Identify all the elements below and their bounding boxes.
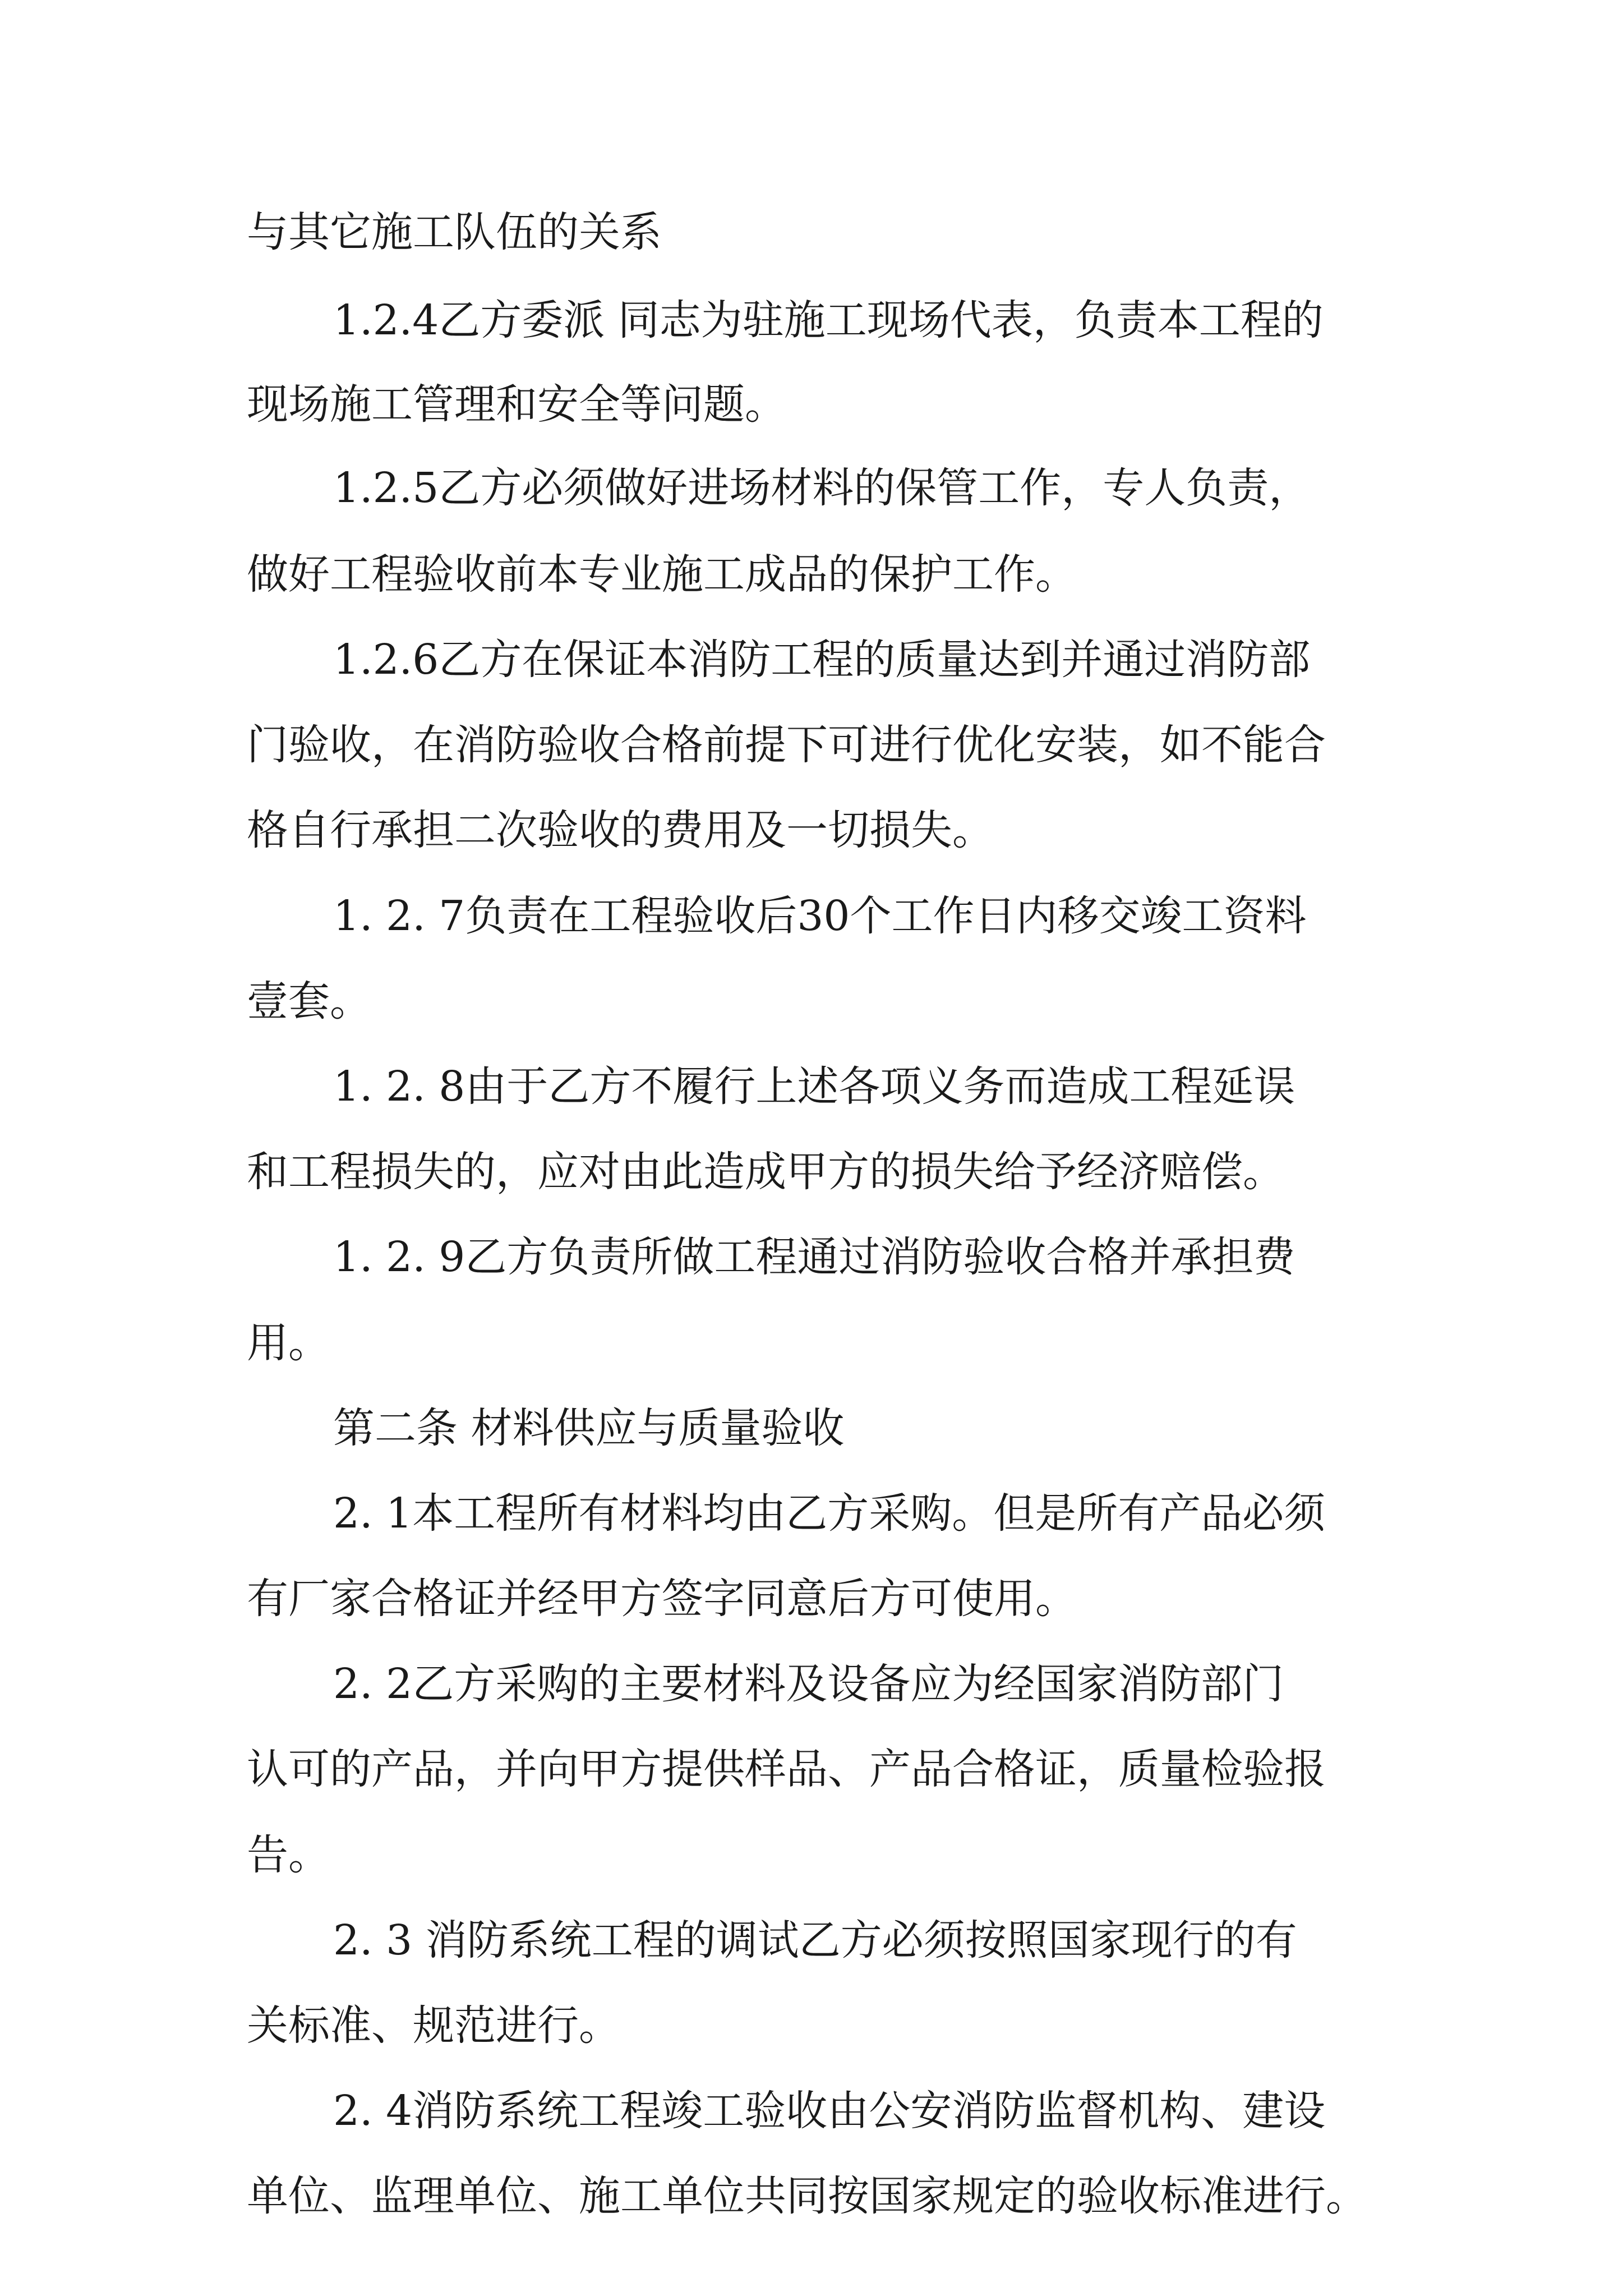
text-line: 2. 4消防系统工程竣工验收由公安消防监督机构、建设 bbox=[333, 2087, 1326, 2135]
text-line: 单位、监理单位、施工单位共同按国家规定的验收标准进行。 bbox=[247, 2172, 1367, 2220]
text-line: 1. 2. 9乙方负责所做工程通过消防验收合格并承担费 bbox=[333, 1233, 1295, 1281]
text-line: 2. 1本工程所有材料均由乙方采购。但是所有产品必须 bbox=[333, 1489, 1326, 1538]
text-line: 2. 2乙方采购的主要材料及设备应为经国家消防部门 bbox=[333, 1660, 1284, 1708]
text-line: 1. 2. 8由于乙方不履行上述各项义务而造成工程延误 bbox=[333, 1062, 1295, 1111]
text-line: 关标准、规范进行。 bbox=[247, 2001, 620, 2050]
text-line: 与其它施工队伍的关系 bbox=[247, 208, 662, 256]
text-line: 门验收，在消防验收合格前提下可进行优化安装，如不能合 bbox=[247, 721, 1326, 769]
text-line: 格自行承担二次验收的费用及一切损失。 bbox=[247, 806, 994, 854]
text-line: 2. 3 消防系统工程的调试乙方必须按照国家现行的有 bbox=[333, 1916, 1297, 1964]
text-line: 用。 bbox=[247, 1319, 330, 1367]
text-line: 和工程损失的，应对由此造成甲方的损失给予经济赔偿。 bbox=[247, 1148, 1284, 1196]
text-line: 告。 bbox=[247, 1831, 330, 1879]
text-line: 1. 2. 7负责在工程验收后30个工作日内移交竣工资料 bbox=[333, 892, 1307, 940]
text-line: 1.2.5乙方必须做好进场材料的保管工作，专人负责， bbox=[333, 464, 1311, 512]
text-line: 有厂家合格证并经甲方签字同意后方可使用。 bbox=[247, 1575, 1077, 1623]
text-line: 现场施工管理和安全等问题。 bbox=[247, 380, 786, 429]
section-heading: 第二条 材料供应与质量验收 bbox=[333, 1404, 845, 1452]
text-line: 壹套。 bbox=[247, 977, 371, 1025]
text-line: 1.2.6乙方在保证本消防工程的质量达到并通过消防部 bbox=[333, 636, 1311, 684]
text-line: 做好工程验收前本专业施工成品的保护工作。 bbox=[247, 550, 1077, 599]
text-line: 1.2.4乙方委派 同志为驻施工现场代表，负责本工程的 bbox=[333, 296, 1324, 344]
text-line: 认可的产品，并向甲方提供样品、产品合格证，质量检验报 bbox=[247, 1745, 1326, 1793]
